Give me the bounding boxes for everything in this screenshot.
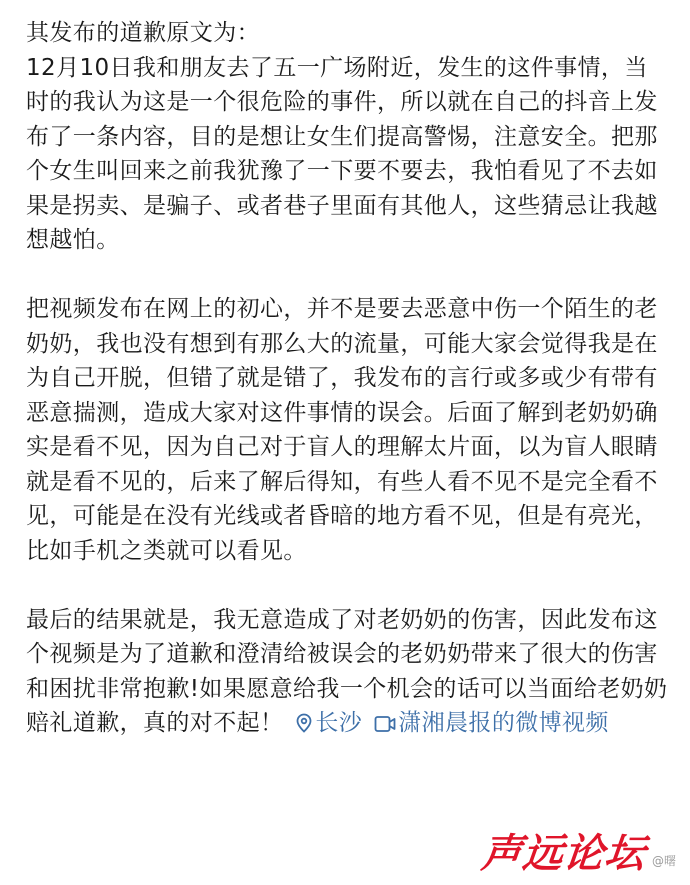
forum-watermark: [479, 822, 676, 879]
location-pin-icon: [295, 709, 313, 744]
post-paragraph-2: [26, 292, 671, 568]
location-link-label: 长沙: [315, 710, 363, 736]
post-paragraph-1-text: 其发布的道歉原文为： 12月10日我和朋友去了五一广场附近，发生的这件事情，当时的我认为这是一个很危险的事件，所以就在自己的抖音上发布了一条内容，目的是想让女生们提高警惕，注意安全。把那个女生叫回来之前我犹豫了一下要不要去，我怕看见了不去如果是拐卖、是骗子、或者巷子里面有其他人，这些猜忌让我越想越怕。: [26, 20, 658, 253]
video-link-label: 潇湘晨报的微博视频: [398, 710, 609, 736]
watermark-brand: 声远论坛: [479, 831, 649, 877]
post-paragraph-3-text: 最后的结果就是，我无意造成了对老奶奶的伤害，因此发布这个视频是为了道歉和澄清给被误会的老奶奶带来了很大的伤害和困扰非常抱歉!如果愿意给我一个机会的话可以当面给老奶奶赔礼道歉，真的对不起！: [26, 606, 668, 736]
video-play-icon: [374, 709, 396, 744]
post-paragraph-2-text: 把视频发布在网上的初心，并不是要去恶意中伤一个陌生的老奶奶，我也没有想到有那么大的流量，可能大家会觉得我是在为自己开脱，但错了就是错了，我发布的言行或多或少有带有恶意揣测，造成大家对这件事情的误会。后面了解到老奶奶确实是看不见，因为自己对于盲人的理解太片面，以为盲人眼睛就是看不见的，后来了解后得知，有些人看不见不是完全看不见，可能是在没有光线或者昏暗的地方看不见，但是有亮光，比如手机之类就可以看见。: [26, 296, 658, 564]
watermark-author: @曙: [651, 854, 676, 868]
post-body: [26, 16, 671, 744]
location-link[interactable]: [295, 710, 362, 736]
video-link[interactable]: [374, 710, 609, 736]
post-paragraph-3: [26, 603, 671, 744]
post-paragraph-1: [26, 16, 671, 258]
